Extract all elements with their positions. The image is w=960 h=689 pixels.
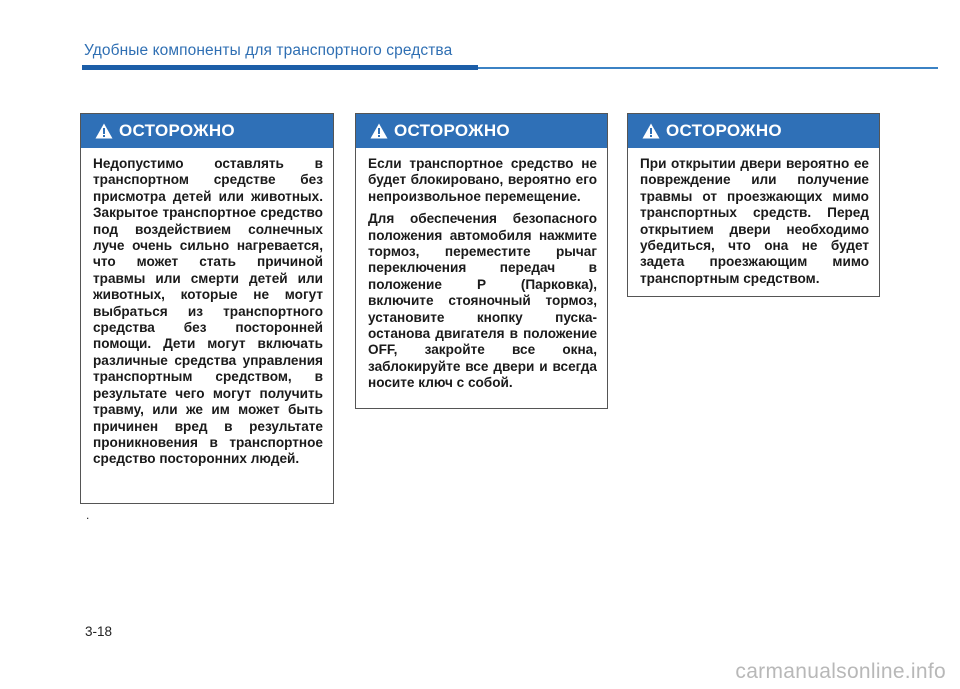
warning-triangle-icon xyxy=(370,123,388,139)
warning-box-children-pets xyxy=(80,113,334,504)
warning-text xyxy=(356,148,607,402)
warning-text xyxy=(81,148,333,478)
warning-box-vehicle-lock xyxy=(355,113,608,409)
header-rule-extension xyxy=(478,67,938,69)
warning-title: ОСТОРОЖНО xyxy=(394,121,510,140)
header-rule xyxy=(82,65,478,70)
stray-mark: . xyxy=(86,508,90,522)
warning-header xyxy=(81,114,333,148)
warning-paragraph: Недопустимо оставлять в транспортном средстве без присмотра детей или животных. Закрытое транспортное средство под воздействием солнечных луче очень сильно нагревается, что может стать причиной травмы или смерти детей или животных, которые не могут выбраться из транспортного средства без посторонней помощи. Дети могут включать различные средства управления транспортным средством, в результате чего могут получить травму, или же им может быть причинен вред в результате проникновения в транспортное средство посторонних людей. xyxy=(93,156,323,467)
warning-header xyxy=(628,114,879,148)
warning-paragraph: Для обеспечения безопасного положения автомобиля нажмите тормоз, переместите рычаг переключения передач в положение P (Парковка), включите стояночный тормоз, установите кнопку пуска-останова двигателя в положение OFF, закройте все окна, заблокируйте все двери и всегда носите ключ с собой. xyxy=(368,211,597,391)
warning-header xyxy=(356,114,607,148)
warning-box-door-opening xyxy=(627,113,880,297)
warning-paragraph: При открытии двери вероятно ее повреждение или получение травмы от проезжающих мимо транспортных средств. Перед открытием двери необходимо убедиться, что она не будет задета проезжающим мимо транспортным средством. xyxy=(640,156,869,286)
warning-title: ОСТОРОЖНО xyxy=(119,121,235,140)
watermark: carmanualsonline.info xyxy=(735,660,946,683)
page-number: 3-18 xyxy=(85,624,113,639)
warning-text xyxy=(628,148,879,297)
warning-triangle-icon xyxy=(95,123,113,139)
warning-triangle-icon xyxy=(642,123,660,139)
warning-title: ОСТОРОЖНО xyxy=(666,121,782,140)
warning-paragraph: Если транспортное средство не будет блокировано, вероятно его непроизвольное перемещение. xyxy=(368,156,597,204)
section-title: Удобные компоненты для транспортного средства xyxy=(84,42,453,59)
